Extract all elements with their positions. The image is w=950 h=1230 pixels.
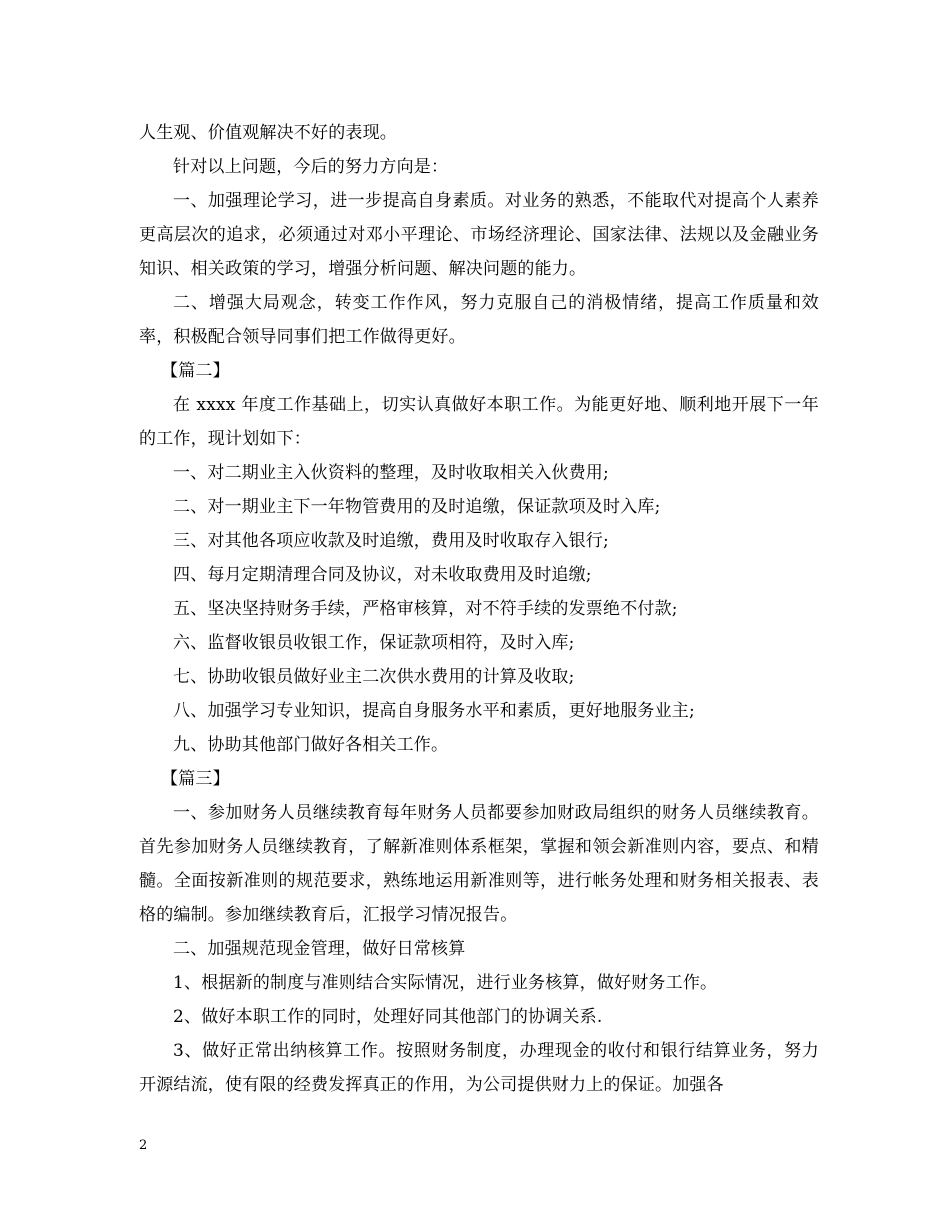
section-heading: 【篇三】	[161, 769, 230, 789]
list-item: 四、每月定期清理合同及协议，对未收取费用及时追缴;	[173, 565, 592, 585]
page-number: 2	[139, 1138, 148, 1153]
paragraph: 在 xxxx 年度工作基础上，切实认真做好本职工作。为能更好地、顺利地开展下一年的工作，现计划如下：	[139, 395, 819, 449]
list-item: 2、做好本职工作的同时，处理好同其他部门的协调关系.	[173, 1007, 603, 1027]
paragraph: 人生观、价值观解决不好的表现。	[139, 123, 397, 143]
paragraph: 一、加强理论学习，进一步提高自身素质。对业务的熟悉，不能取代对提高个人素养更高层次的追求，必须通过对邓小平理论、市场经济理论、国家法律、法规以及金融业务知识、相关政策的学习，增强分析问题、解决问题的能力。	[139, 191, 819, 279]
list-item: 一、对二期业主入伙资料的整理，及时收取相关入伙费用;	[173, 463, 609, 483]
list-item: 九、协助其他部门做好各相关工作。	[173, 735, 449, 755]
list-item: 七、协助收银员做好业主二次供水费用的计算及收取;	[173, 667, 575, 687]
list-item: 二、对一期业主下一年物管费用的及时追缴，保证款项及时入库;	[173, 497, 661, 517]
section-heading: 【篇二】	[161, 361, 230, 381]
list-item: 1、根据新的制度与准则结合实际情况，进行业务核算，做好财务工作。	[173, 973, 718, 993]
paragraph: 二、加强规范现金管理，做好日常核算	[173, 939, 466, 959]
paragraph: 3、做好正常出纳核算工作。按照财务制度，办理现金的收付和银行结算业务，努力开源结流，使有限的经费发挥真正的作用，为公司提供财力上的保证。加强各	[139, 1041, 819, 1095]
list-item: 八、加强学习专业知识，提高自身服务水平和素质，更好地服务业主;	[173, 701, 695, 721]
paragraph: 一、参加财务人员继续教育每年财务人员都要参加财政局组织的财务人员继续教育。首先参加财务人员继续教育，了解新准则体系框架，掌握和领会新准则内容，要点、和精髓。全面按新准则的规范要求，熟练地运用新准则等，进行帐务处理和财务相关报表、表格的编制。参加继续教育后，汇报学习情况报告。	[139, 803, 819, 925]
list-item: 六、监督收银员收银工作，保证款项相符，及时入库;	[173, 633, 575, 653]
list-item: 五、坚决坚持财务手续，严格审核算，对不符手续的发票绝不付款;	[173, 599, 678, 619]
list-item: 三、对其他各项应收款及时追缴，费用及时收取存入银行;	[173, 531, 609, 551]
paragraph: 针对以上问题，今后的努力方向是：	[173, 157, 449, 177]
paragraph: 二、增强大局观念，转变工作作风，努力克服自己的消极情绪，提高工作质量和效率，积极配合领导同事们把工作做得更好。	[139, 293, 819, 347]
document-body	[139, 116, 819, 1102]
